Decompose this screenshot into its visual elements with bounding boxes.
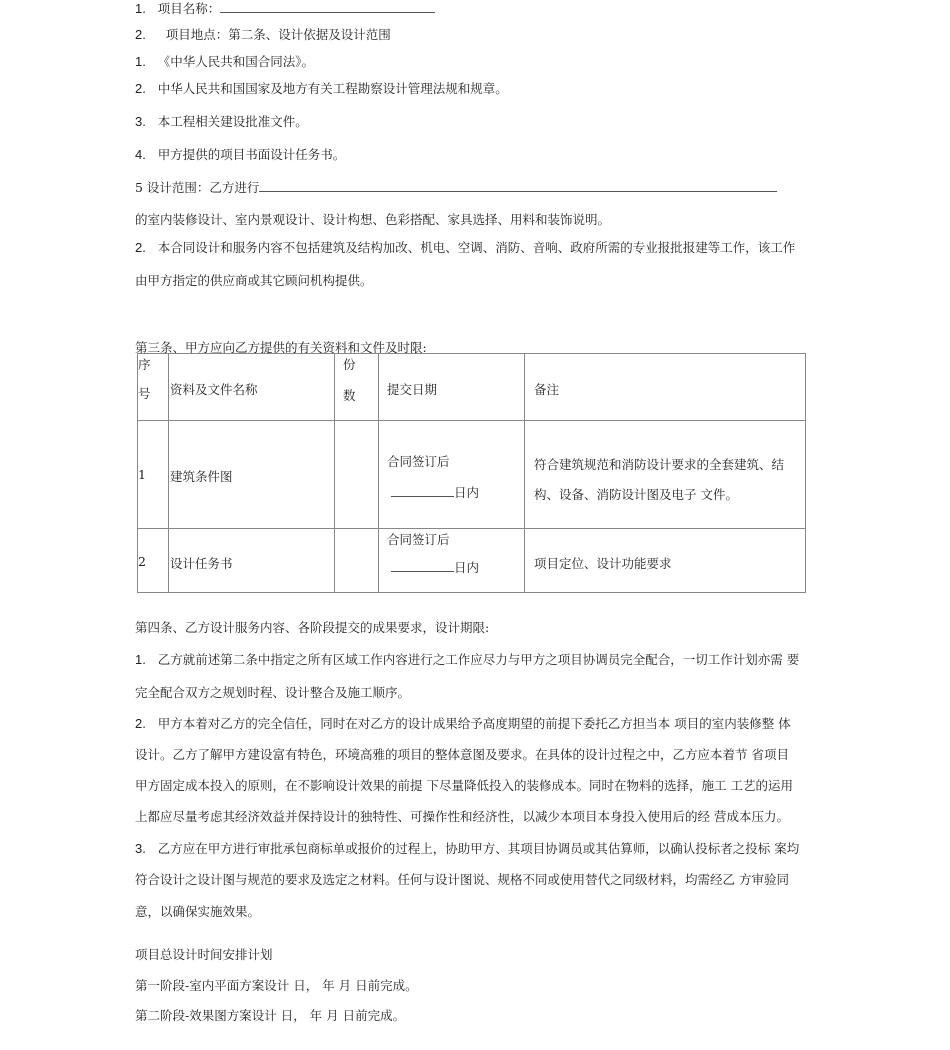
s4-item-3-cont [135, 872, 789, 888]
plan-title-text: 项目总设计时间安排计划 [135, 947, 273, 962]
paragraph-text: 符合设计之设计图与规范的要求及选定之材料。任何与设计图说、规格不同或使用替代之同级材料，均需经乙 方审验同 [135, 872, 789, 887]
exclusion-text: 本合同设计和服务内容不包括建筑及结构加改、机电、空调、消防、音响、政府所需的专业报批报建等工作，该工作 [157, 240, 796, 255]
header-copies [335, 354, 379, 421]
header-seq-a: 序 [138, 357, 151, 372]
header-seq-b: 号 [138, 386, 151, 401]
row-note-a: 符合建筑规范和消防设计要求的全套建筑、结 [534, 457, 785, 472]
item-number: 2. [135, 716, 146, 731]
row-seq [138, 529, 169, 593]
design-scope-label: 5 设计范围：乙方进行 [135, 180, 260, 195]
basis-item-3 [135, 114, 308, 130]
basis-item-4 [135, 147, 345, 163]
item-number: 2. [135, 240, 146, 255]
row-date [379, 529, 525, 593]
project-name-label: 项目名称： [157, 1, 221, 16]
s4-item-2-cont [135, 778, 793, 794]
item-number: 2. [135, 81, 146, 96]
basis-text: 中华人民共和国国家及地方有关工程勘察设计管理法规和规章。 [157, 81, 508, 96]
documents-table [137, 353, 806, 593]
plan-title [135, 947, 273, 963]
days-blank [391, 559, 454, 572]
row-date-b [391, 483, 479, 501]
design-scope-desc [135, 212, 610, 228]
item-number: 1. [135, 652, 146, 667]
header-seq [138, 354, 169, 421]
row-date-a: 合同签订后 [387, 454, 450, 469]
project-name-line [135, 0, 435, 17]
row-date [379, 421, 525, 529]
paragraph-text: 乙方应在甲方进行审批承包商标单或报价的过程上，协助甲方、其项目协调员或其估算师，以确认投标者之投标 案均 [157, 841, 800, 856]
plan-stage-2 [135, 1008, 405, 1024]
item-number: 4. [135, 147, 146, 162]
s4-item-1-cont [135, 685, 410, 701]
basis-text: 本工程相关建设批准文件。 [157, 114, 308, 129]
basis-item-2 [135, 81, 508, 97]
header-name [169, 354, 335, 421]
item-number: 1. [135, 1, 146, 16]
stage-text: 第一阶段-室内平面方案设计 日， 年 月 日前完成。 [135, 978, 418, 993]
table-row [138, 421, 806, 529]
paragraph-text: 乙方就前述第二条中指定之所有区域工作内容进行之工作应尽力与甲方之项目协调员完全配合，一切工作计划亦需 要 [157, 652, 800, 667]
header-date-label: 提交日期 [387, 382, 438, 397]
section-4-title [135, 620, 489, 636]
row-copies [335, 421, 379, 529]
header-note-label: 备注 [534, 382, 560, 397]
project-location-line [135, 27, 391, 43]
project-location-text: 项目地点：第二条、设计依据及设计范围 [165, 27, 391, 42]
header-copies-a: 份 [343, 357, 356, 372]
section-title: 第三条、甲方应向乙方提供的有关资料和文件及时限: [135, 340, 427, 355]
row-note-b: 构、设备、消防设计图及电子 文件。 [534, 487, 738, 502]
row-date-days: 日内 [454, 485, 480, 500]
row-name [169, 421, 335, 529]
paragraph-text: 上都应尽量考虑其经济效益并保持设计的独特性、可操作性和经济性，以减少本项目本身投入使用后的经 营成本压力。 [135, 809, 789, 824]
paragraph-text: 完全配合双方之规划时程、设计整合及施工顺序。 [135, 685, 411, 700]
row-name-value: 设计任务书 [170, 556, 233, 571]
row-date-days: 日内 [454, 560, 480, 575]
paragraph-text: 甲方固定成本投入的原则，在不影响设计效果的前提 下尽量降低投入的装修成本。同时在物料的选择，施工 工艺的运用 [135, 778, 793, 793]
basis-item-1 [135, 54, 314, 70]
s4-item-1 [135, 652, 799, 668]
item-number: 3. [135, 841, 146, 856]
row-seq [138, 421, 169, 529]
table-header-row [138, 354, 806, 421]
row-note-a: 项目定位、设计功能要求 [534, 556, 672, 571]
s4-item-3 [135, 841, 799, 857]
item-number: 3. [135, 114, 146, 129]
row-date-a: 合同签订后 [387, 532, 450, 547]
exclusion-line [135, 240, 795, 256]
header-name-label: 资料及文件名称 [170, 382, 258, 397]
days-blank [391, 484, 454, 497]
row-copies [335, 529, 379, 593]
header-date [379, 354, 525, 421]
row-note [525, 421, 806, 529]
s4-item-2-cont [135, 809, 789, 825]
design-scope-line [135, 179, 777, 196]
basis-text: 甲方提供的项目书面设计任务书。 [157, 147, 346, 162]
stage-text: 第二阶段-效果图方案设计 日， 年 月 日前完成。 [135, 1008, 406, 1023]
plan-stage-1 [135, 978, 418, 994]
basis-text: 《中华人民共和国合同法》。 [157, 54, 315, 69]
paragraph-text: 甲方本着对乙方的完全信任，同时在对乙方的设计成果给予高度期望的前提下委托乙方担当本 项目的室内装修整 体 [157, 716, 791, 731]
s4-item-3-cont [135, 904, 260, 920]
s4-item-2-cont [135, 747, 789, 763]
header-copies-b: 数 [343, 388, 356, 403]
item-number: 1. [135, 54, 146, 69]
exclusion-text: 由甲方指定的供应商或其它顾问机构提供。 [135, 273, 373, 288]
s4-item-2 [135, 716, 791, 732]
row-name-value: 建筑条件图 [170, 469, 233, 484]
table-row [138, 529, 806, 593]
row-name [169, 529, 335, 593]
design-scope-text: 的室内装修设计、室内景观设计、设计构想、色彩搭配、家具选择、用料和装饰说明。 [135, 212, 611, 227]
design-scope-blank [259, 179, 777, 192]
paragraph-text: 意，以确保实施效果。 [135, 904, 261, 919]
exclusion-line-2 [135, 273, 373, 289]
header-note [525, 354, 806, 421]
project-name-blank [220, 0, 435, 13]
row-note [525, 529, 806, 593]
paragraph-text: 设计。乙方了解甲方建设富有特色，环境高雅的项目的整体意图及要求。在具体的设计过程之中，乙方应本着节 省项目 [135, 747, 789, 762]
row-seq-value: 1 [138, 467, 146, 482]
section-title: 第四条、乙方设计服务内容、各阶段提交的成果要求，设计期限: [135, 620, 490, 635]
row-seq-value: 2 [138, 554, 146, 569]
row-date-b [391, 558, 479, 576]
item-number: 2. [135, 27, 146, 42]
